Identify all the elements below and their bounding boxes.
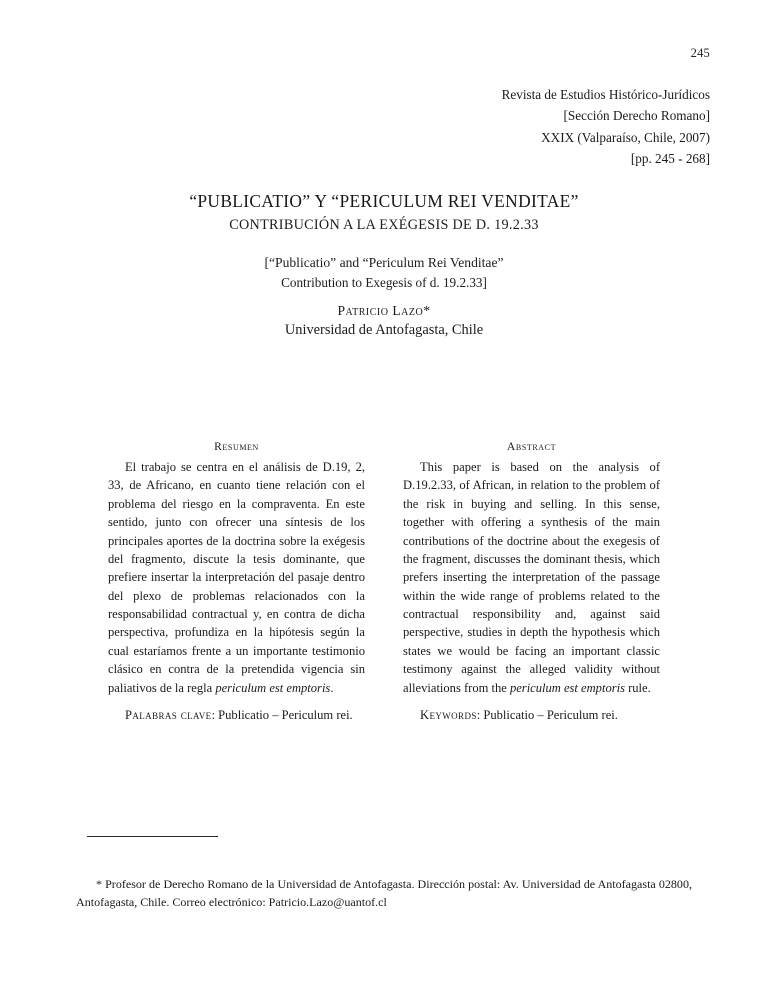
keywords-spanish-value: : Publicatio – Periculum rei.	[211, 707, 353, 722]
article-title: “PUBLICATIO” Y “PERICULUM REI VENDITAE”	[189, 191, 579, 211]
journal-page-range: [pp. 245 - 268]	[630, 151, 710, 167]
article-title-translated	[0, 253, 768, 292]
abstract-english-body-italic: periculum est emptoris	[509, 680, 625, 695]
journal-volume-place-year: XXIX (Valparaíso, Chile, 2007)	[541, 129, 710, 145]
abstract-english-heading: Abstract	[506, 440, 557, 453]
abstract-spanish-body-part1: El trabajo se centra en el análisis de D.19, 2, 33, de Africano, en cuanto tiene relación con el problema del riesgo en la compraventa. En este sentido, junto con ofrecer una síntesis de los principales aportes de la doctrina sobre la exégesis del fragmento, discute la tesis dominante, que prefiere insertar la interpretación del pasaje dentro del plexo de problemas relacionados con la responsabilidad contractual y, en contra de dicha perspectiva, profundiza en la hipótesis según la cual estaríamos frente a un importante testimonio clásico en contra de la pretendida vigencia sin paliativos de la regla	[108, 460, 365, 695]
abstract-english-body	[403, 458, 660, 697]
article-title-translated-line1: [“Publicatio” and “Periculum Rei Venditae”	[264, 254, 504, 270]
abstract-spanish-body	[108, 458, 365, 697]
abstract-spanish-body-italic: periculum est emptoris	[215, 680, 331, 695]
abstract-columns	[108, 440, 660, 724]
author-affiliation: Universidad de Antofagasta, Chile	[284, 322, 484, 338]
abstract-spanish-body-part2: .	[330, 680, 334, 695]
author-name: Patricio Lazo*	[337, 303, 431, 318]
author-block	[0, 303, 768, 339]
keywords-english-label: Keywords	[420, 707, 477, 722]
article-title-translated-line2: Contribution to Exegesis of d. 19.2.33]	[281, 274, 487, 290]
footnote-separator-rule	[87, 836, 218, 837]
keywords-spanish-label: Palabras clave	[125, 707, 212, 722]
keywords-english-value: : Publicatio – Periculum rei.	[476, 707, 618, 722]
abstract-english-body-part1: This paper is based on the analysis of D.19.2.33, of African, in relation to the problem of the risk in buying and selling. In this sense, together with offering a synthesis of the main contributions of the doctrine about the exegesis of the fragment, discusses the dominant thesis, which prefers inserting the interpretation of the passage within the wide range of problems related to the contractual responsibility and, against said perspective, studies in depth the hypothesis which states we would be facing an important classic testimony against the alleged validity without alleviations from the	[403, 460, 660, 695]
abstract-english	[403, 440, 660, 724]
journal-title: Revista de Estudios Histórico-Jurídicos	[501, 87, 710, 102]
journal-masthead	[290, 84, 710, 170]
keywords-spanish	[108, 706, 365, 724]
abstract-spanish	[108, 440, 365, 724]
page-number: 245	[690, 46, 710, 60]
title-block	[0, 190, 768, 292]
footnote-author-note: * Profesor de Derecho Romano de la Universidad de Antofagasta. Dirección postal: Av. Universidad de Antofagasta 02800, Antofagasta, Chile. Correo electrónico: Patricio.Lazo@uantof.cl	[76, 877, 692, 909]
journal-section: [Sección Derecho Romano]	[563, 108, 710, 124]
abstract-english-body-part2: rule.	[624, 680, 651, 695]
keywords-english	[403, 706, 660, 724]
abstract-spanish-heading: Resumen	[214, 440, 259, 453]
article-subtitle: CONTRIBUCIÓN A LA EXÉGESIS DE D. 19.2.33	[229, 216, 539, 233]
